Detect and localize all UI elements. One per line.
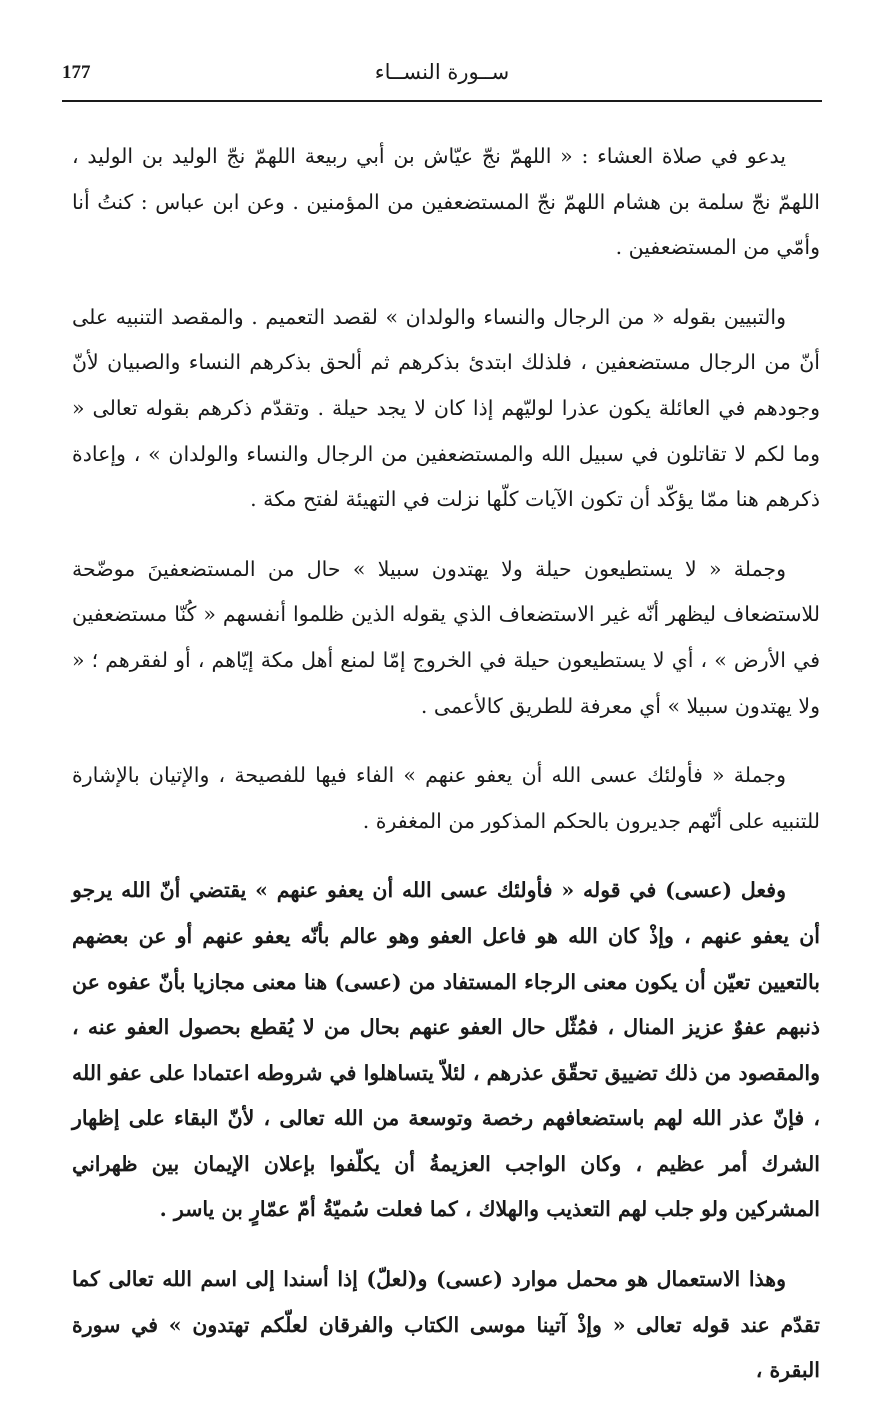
page-number: 177 xyxy=(62,62,91,83)
header-divider xyxy=(62,100,822,102)
paragraph-6: وهذا الاستعمال هو محمل موارد (عسى) و(لعلّ) إذا أسندا إلى اسم الله تعالى كما تقدّم عند قوله تعالى « وإذْ آتينا موسى الكتاب والفرقان لعلّكم تهتدون » في سورة البقرة ، xyxy=(72,1267,820,1383)
body-text xyxy=(72,134,820,1418)
paragraph-5: وفعل (عسى) في قوله « فأولئك عسى الله أن يعفو عنهم » يقتضي أنّ الله يرجو أن يعفو عنهم ، وإذْ كان الله هو فاعل العفو وهو عالم بأنّه يعفو عنهم أو عن بعضهم بالتعيين تعيّن أن يكون معنى الرجاء المستفاد من (عسى) هنا معنى مجازيا بأنّ عفوه عن ذنبهم عفوٌ عزيز المنال ، فمُثّل حال العفو عنهم بحال من لا يُقطع بحصول العفو عنه ، والمقصود من ذلك تضييق تحقّق عذرهم ، لئلاّ يتساهلوا في شروطه اعتمادا على عفو الله ، فإنّ عذر الله لهم باستضعافهم رخصة وتوسعة من الله تعالى ، لأنّ البقاء على إظهار الشرك أمر عظيم ، وكان الواجب العزيمةُ أن يكلّفوا بإعلان الإيمان بين ظهراني المشركين ولو جلب لهم التعذيب والهلاك ، كما فعلت سُميّةُ أمّ عمّارٍ بن ياسر . xyxy=(72,878,820,1222)
paragraph-4: وجملة « فأولئك عسى الله أن يعفو عنهم » الفاء فيها للفصيحة ، والإتيان بالإشارة للتنبيه على أنّهم جديرون بالحكم المذكور من المغفرة . xyxy=(72,763,820,833)
paragraph-2: والتبيين بقوله « من الرجال والنساء والولدان » لقصد التعميم . والمقصد التنبيه على أنّ من الرجال مستضعفين ، فلذلك ابتدئ بذكرهم ثم ألحق بذكرهم النساء والصبيان لأنّ وجودهم في العائلة يكون عذرا لوليّهم إذا كان لا يجد حيلة . وتقدّم ذكرهم بقوله تعالى « وما لكم لا تقاتلون في سبيل الله والمستضعفين من الرجال والنساء والولدان » ، وإعادة ذكرهم هنا ممّا يؤكّد أن تكون الآيات كلّها نزلت في التهيئة لفتح مكة . xyxy=(72,304,820,512)
paragraph-1: يدعو في صلاة العشاء : « اللهمّ نجّ عيّاش بن أبي ربيعة اللهمّ نجّ الوليد بن الوليد ، اللهمّ نجّ سلمة بن هشام اللهمّ نجّ المستضعفين من المؤمنين . وعن ابن عباس : كنتُ أنا وأمّي من المستضعفين . xyxy=(72,144,820,260)
paragraph-3: وجملة « لا يستطيعون حيلة ولا يهتدون سبيلا » حال من المستضعفينَ موضّحة للاستضعاف ليظهر أنّه غير الاستضعاف الذي يقوله الذين ظلموا أنفسهم « كُنّا مستضعفين في الأرض » ، أي لا يستطيعون حيلة في الخروج إمّا لمنع أهل مكة إيّاهم ، أو لفقرهم ؛ « ولا يهتدون سبيلا » أي معرفة للطريق كالأعمى . xyxy=(72,556,820,718)
running-title: ســورة النســاء xyxy=(374,60,510,84)
page-header xyxy=(62,58,822,98)
